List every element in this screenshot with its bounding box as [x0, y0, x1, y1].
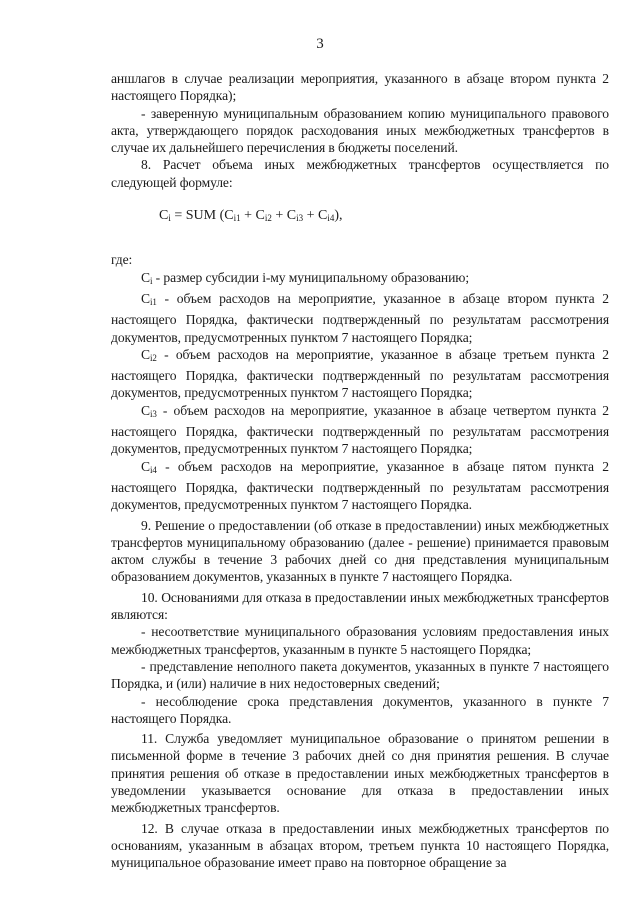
paragraph-11: 11. Служба уведомляет муниципальное образование о принятом решении в письменной форме в течение 3 рабочих дней со дня принятия решения. В случае принятия решения об отказе в предоставлении иных межбюджетных трансфертов в уведомлении указывается основание для отказа в предоставлении иных межбюджетных трансфертов. [111, 731, 609, 816]
page-number: 3 [316, 36, 324, 52]
paragraph-9: 9. Решение о предоставлении (об отказе в предоставлении) иных межбюджетных трансфертов муниципальному образованию (далее - решение) принимается правовым актом службы в течение 3 рабочих дней со дня представления муниципальным образованием документов, указанных в пункте 7 настоящего Порядка. [111, 517, 609, 585]
definition-ci2: $C_{i2}$ - объем расходов на мероприятие, указанное в абзаце третьем пункта 2 настоящего Порядка, фактически подтвержденный по результатам рассмотрения документов, предусмотренных пунктом 7 настоящего Порядка; [111, 346, 609, 401]
definition-ci: $C_i$ - размер субсидии i-му муниципальному образованию; [141, 269, 470, 286]
paragraph-where: где: [111, 252, 133, 268]
definition-ci4: $C_{i4}$ - объем расходов на мероприятие, указанное в абзаце пятом пункта 2 настоящего Порядка, фактически подтвержденный по результатам рассмотрения документов, предусмотренных пунктом 7 настоящего Порядка. [111, 458, 609, 513]
paragraph-10-bullet-2: - представление неполного пакета документов, указанных в пункте 7 настоящего Порядка, и (или) наличие в них недостоверных сведений; [111, 658, 609, 692]
definition-ci3: $C_{i3}$ - объем расходов на мероприятие, указанное в абзаце четвертом пункта 2 настоящего Порядка, фактически подтвержденный по результатам рассмотрения документов, предусмотренных пунктом 7 настоящего Порядка; [111, 402, 609, 457]
paragraph-bullet-copy-act: - заверенную муниципальным образованием копию муниципального правового акта, утверждающего порядок расходования иных межбюджетных трансфертов в случае их дальнейшего перечисления в бюджеты поселений. [111, 105, 609, 156]
formula: $C_i$ = SUM $(C_{i1} + C_{i2} + C_{i3} + C_{i4})$, [159, 208, 343, 224]
paragraph-10-bullet-3: - несоблюдение срока представления документов, указанного в пункте 7 настоящего Порядка. [111, 693, 609, 726]
paragraph-12: 12. В случае отказа в предоставлении иных межбюджетных трансфертов по основаниям, указанным в абзацах втором, третьем пункта 10 настоящего Порядка, муниципальное образование имеет право на повторное обращение за [111, 820, 609, 871]
paragraph-continuation: аншлагов в случае реализации мероприятия, указанного в абзаце втором пункта 2 настоящего Порядка); [111, 71, 609, 104]
paragraph-10: 10. Основаниями для отказа в предоставлении иных межбюджетных трансфертов являются: [111, 589, 609, 623]
paragraph-8: 8. Расчет объема иных межбюджетных трансфертов осуществляется по следующей формуле: [111, 157, 609, 190]
paragraph-10-bullet-1: - несоответствие муниципального образования условиям предоставления иных межбюджетных трансфертов, указанным в пункте 5 настоящего Порядка; [111, 624, 609, 657]
document-body [111, 70, 609, 871]
definition-ci1: $C_{i1}$ - объем расходов на мероприятие, указанное в абзаце втором пункта 2 настоящего Порядка, фактически подтвержденный по результатам рассмотрения документов, предусмотренных пунктом 7 настоящего Порядка; [111, 290, 609, 345]
